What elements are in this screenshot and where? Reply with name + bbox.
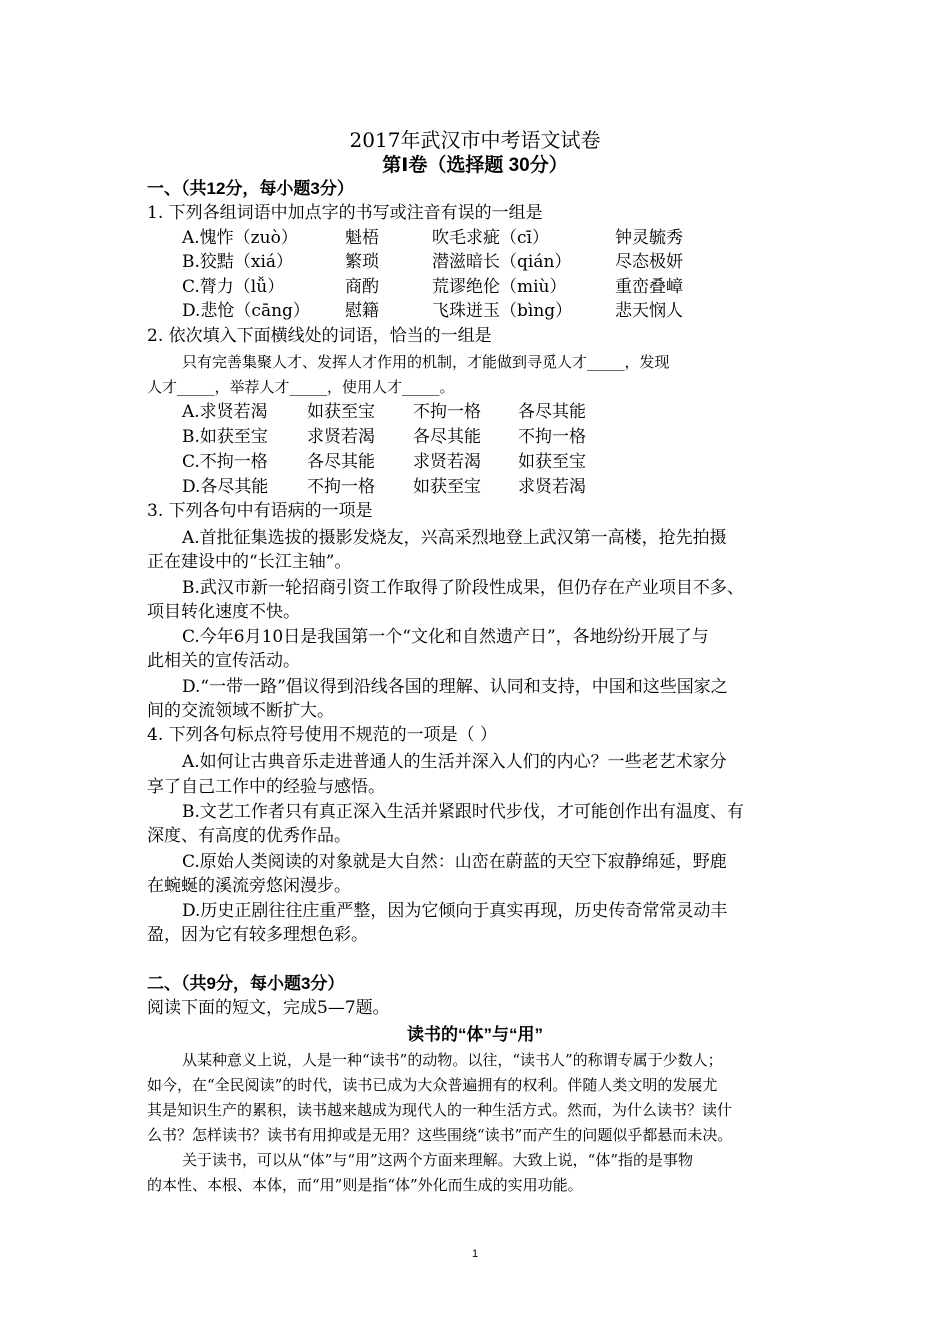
article-line: 么书？怎样读书？读书有用抑或是无用？这些围绕“读书”而产生的问题似乎都悬而未决。 — [147, 1126, 733, 1144]
q3-line: 此相关的宣传活动。 — [147, 651, 300, 671]
q4-stem: 4. 下列各句标点符号使用不规范的一项是（ ） — [147, 725, 498, 745]
q4-line: 深度、有高度的优秀作品。 — [147, 826, 351, 846]
q4-line: B.文艺工作者只有真正深入生活并紧跟时代步伐，才可能创作出有温度、有 — [182, 802, 744, 822]
q3-stem: 3. 下列各句中有语病的一项是 — [147, 501, 373, 521]
q2-option-c-4: 如获至宝 — [518, 452, 586, 472]
q2-option-c-2: 各尽其能 — [307, 452, 375, 472]
q1-stem: 1. 下列各组词语中加点字的书写或注音有误的一组是 — [147, 203, 543, 223]
q3-line: 正在建设中的“长江主轴”。 — [147, 552, 352, 572]
q3-line: D.“一带一路”倡议得到沿线各国的理解、认同和支持，中国和这些国家之 — [182, 677, 728, 697]
q2-passage-line2: 人才_____，举荐人才_____，使用人才_____。 — [147, 378, 455, 396]
q2-option-a-4: 各尽其能 — [518, 402, 586, 422]
q2-option-c-3: 求贤若渴 — [413, 452, 481, 472]
q2-passage-line1: 只有完善集聚人才、发挥人才作用的机制，才能做到寻觅人才_____，发现 — [182, 353, 670, 371]
q1-option-b-2: 繁琐 — [345, 252, 379, 272]
q2-option-a-3: 不拘一格 — [413, 402, 481, 422]
q1-option-c-3: 荒谬绝伦（miù） — [432, 277, 567, 297]
q2-option-b-1: B.如获至宝 — [182, 427, 268, 447]
q1-option-a-3: 吹毛求疵（cī） — [432, 228, 549, 248]
q1-option-c-4: 重峦叠嶂 — [615, 277, 683, 297]
q2-option-b-2: 求贤若渴 — [307, 427, 375, 447]
q3-line: B.武汉市新一轮招商引资工作取得了阶段性成果，但仍存在产业项目不多、 — [182, 578, 744, 598]
q1-option-b-3: 潜滋暗长（qián） — [432, 252, 572, 272]
q2-option-b-3: 各尽其能 — [413, 427, 481, 447]
q1-option-d-3: 飞珠迸玉（bìng） — [432, 301, 573, 321]
q1-option-a-1: A.愧怍（zuò） — [182, 228, 298, 248]
q2-option-d-1: D.各尽其能 — [182, 477, 269, 497]
q4-line: D.历史正剧往往庄重严整，因为它倾向于真实再现，历史传奇常常灵动丰 — [182, 901, 728, 921]
q1-option-b-4: 尽态极妍 — [615, 252, 683, 272]
article-title: 读书的“体”与“用” — [407, 1025, 543, 1044]
q1-option-c-2: 商酌 — [345, 277, 379, 297]
article-line: 关于读书，可以从“体”与“用”这两个方面来理解。大致上说，“体”指的是事物 — [182, 1151, 694, 1169]
q3-line: 项目转化速度不快。 — [147, 602, 300, 622]
q2-option-b-4: 不拘一格 — [518, 427, 586, 447]
q1-option-a-4: 钟灵毓秀 — [615, 228, 683, 248]
q2-option-c-1: C.不拘一格 — [182, 452, 268, 472]
q2-option-d-3: 如获至宝 — [413, 477, 481, 497]
section2-heading: 二、（共9分，每小题3分） — [147, 974, 345, 993]
section1-heading: 一、（共12分，每小题3分） — [147, 179, 354, 198]
section2-instruction: 阅读下面的短文，完成5—7题。 — [147, 998, 390, 1018]
exam-subtitle: 第Ⅰ卷（选择题 30分） — [382, 155, 568, 176]
q4-line: 享了自己工作中的经验与感悟。 — [147, 777, 385, 797]
article-line: 其是知识生产的累积，读书越来越成为现代人的一种生活方式。然而，为什么读书？读什 — [147, 1101, 733, 1119]
q3-line: 间的交流领域不断扩大。 — [147, 701, 334, 721]
article-line: 从某种意义上说，人是一种“读书”的动物。以往，“读书人”的称谓专属于少数人； — [182, 1051, 723, 1069]
q1-option-d-2: 慰籍 — [345, 301, 379, 321]
q3-line: C.今年6月10日是我国第一个“文化和自然遗产日”，各地纷纷开展了与 — [182, 627, 709, 647]
q1-option-b-1: B.狡黠（xiá） — [182, 252, 294, 272]
q4-line: A.如何让古典音乐走进普通人的生活并深入人们的内心？一些老艺术家分 — [182, 752, 727, 772]
q4-line: 盈，因为它有较多理想色彩。 — [147, 925, 368, 945]
article-line: 如今，在“全民阅读”的时代，读书已成为大众普遍拥有的权利。伴随人类文明的发展尤 — [147, 1076, 718, 1094]
q2-stem: 2. 依次填入下面横线处的词语，恰当的一组是 — [147, 326, 492, 346]
q2-option-a-1: A.求贤若渴 — [182, 402, 268, 422]
article-line: 的本性、本根、本体，而“用”则是指“体”外化而生成的实用功能。 — [147, 1176, 583, 1194]
q2-option-d-2: 不拘一格 — [307, 477, 375, 497]
q1-option-a-2: 魁梧 — [345, 228, 379, 248]
q1-option-d-1: D.悲怆（cāng） — [182, 301, 310, 321]
q2-option-d-4: 求贤若渴 — [518, 477, 586, 497]
page-number: 1 — [471, 1248, 479, 1260]
q4-line: C.原始人类阅读的对象就是大自然：山峦在蔚蓝的天空下寂静绵延，野鹿 — [182, 852, 727, 872]
q2-option-a-2: 如获至宝 — [307, 402, 375, 422]
q1-option-d-4: 悲天悯人 — [615, 301, 683, 321]
q3-line: A.首批征集选拔的摄影发烧友，兴高采烈地登上武汉第一高楼，抢先拍摄 — [182, 528, 727, 548]
q1-option-c-1: C.膂力（lǚ） — [182, 277, 285, 297]
q4-line: 在蜿蜒的溪流旁悠闲漫步。 — [147, 876, 351, 896]
exam-title: 2017年武汉市中考语文试卷 — [349, 128, 601, 152]
